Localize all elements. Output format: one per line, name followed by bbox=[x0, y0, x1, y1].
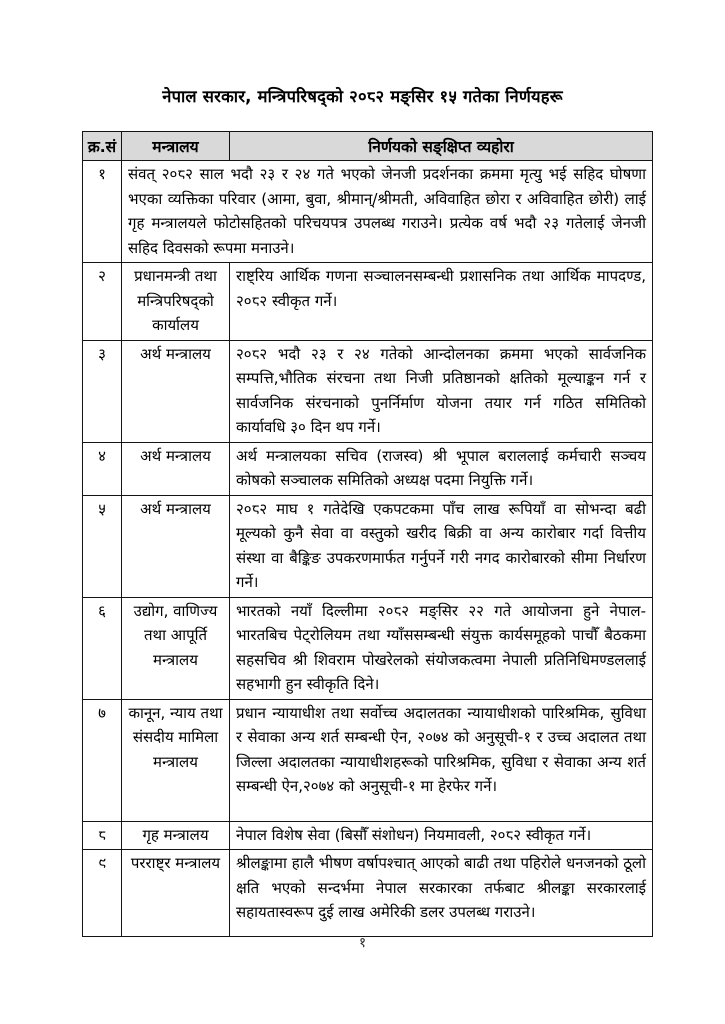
ministry-cell: उद्योग, वाणिज्य तथा आपूर्ति मन्त्रालय bbox=[122, 597, 230, 699]
decision-cell: भारतको नयाँ दिल्लीमा २०८२ मङ्सिर २२ गते आयोजना हुने नेपाल-भारतबिच पेट्रोलियम तथा ग्याँससम्बन्धी संयुक्त कार्यसमूहको पाचौँ बैठकमा सहसचिव श्री शिवराम पोखरेलको संयोजकत्वमा नेपाली प्रतिनिधिमण्डललाई सहभागी हुन स्वीकृति दिने। bbox=[230, 597, 653, 699]
decisions-table bbox=[82, 131, 653, 937]
decision-cell: अर्थ मन्त्रालयका सचिव (राजस्व) श्री भूपाल बराललाई कर्मचारी सञ्चय कोषको सञ्चालक समितिको अध्यक्ष पदमा नियुक्ति गर्ने। bbox=[230, 442, 653, 495]
table-row bbox=[83, 495, 653, 597]
table-row bbox=[83, 340, 653, 442]
table-row bbox=[83, 850, 653, 937]
serial-number-cell: २ bbox=[83, 263, 122, 341]
serial-number-cell: ५ bbox=[83, 495, 122, 597]
ministry-cell: अर्थ मन्त्रालय bbox=[122, 442, 230, 495]
serial-number-cell: ६ bbox=[83, 597, 122, 699]
ministry-cell: परराष्ट्र मन्त्रालय bbox=[122, 850, 230, 937]
serial-number-cell: ३ bbox=[83, 340, 122, 442]
decision-cell: श्रीलङ्कामा हालै भीषण वर्षापश्चात् आएको बाढी तथा पहिरोले धनजनको ठूलो क्षति भएको सन्दर्भमा नेपाल सरकारका तर्फबाट श्रीलङ्का सरकारलाई सहायतास्वरूप दुई लाख अमेरिकी डलर उपलब्ध गराउने। bbox=[230, 850, 653, 937]
table-row bbox=[83, 263, 653, 341]
table-row bbox=[83, 699, 653, 821]
serial-number-cell: १ bbox=[83, 161, 122, 263]
decision-cell: २०८२ भदौ २३ र २४ गतेको आन्दोलनका क्रममा भएको सार्वजनिक सम्पत्ति,भौतिक संरचना तथा निजी प्रतिष्ठानको क्षतिको मूल्याङ्कन गर्न र सार्वजनिक संरचनाको पुनर्निर्माण योजना तयार गर्न गठित समितिको कार्यावधि ३० दिन थप गर्ने। bbox=[230, 340, 653, 442]
ministry-cell: अर्थ मन्त्रालय bbox=[122, 495, 230, 597]
serial-number-cell: ४ bbox=[83, 442, 122, 495]
header-row bbox=[83, 132, 653, 161]
decision-cell: राष्ट्रिय आर्थिक गणना सञ्चालनसम्बन्धी प्रशासनिक तथा आर्थिक मापदण्ड, २०८२ स्वीकृत गर्ने। bbox=[230, 263, 653, 341]
table-row bbox=[83, 442, 653, 495]
page-title: नेपाल सरकार, मन्त्रिपरिषद्को २०८२ मङ्सिर १५ गतेका निर्णयहरू bbox=[162, 87, 563, 106]
serial-number-cell: ९ bbox=[83, 850, 122, 937]
table-row bbox=[83, 161, 653, 263]
ministry-cell: गृह मन्त्रालय bbox=[122, 821, 230, 850]
ministry-cell: अर्थ मन्त्रालय bbox=[122, 340, 230, 442]
table-row bbox=[83, 597, 653, 699]
serial-number-cell: ८ bbox=[83, 821, 122, 850]
decision-cell: संवत् २०८२ साल भदौ २३ र २४ गते भएको जेनजी प्रदर्शनका क्रममा मृत्यु भई सहिद घोषणा भएका व्यक्तिका परिवार (आमा, बुवा, श्रीमान्/श्रीमती, अविवाहित छोरा र अविवाहित छोरी) लाई गृह मन्त्रालयले फोटोसहितको परिचयपत्र उपलब्ध गराउने। प्रत्येक वर्ष भदौ २३ गतेलाई जेनजी सहिद दिवसको रूपमा मनाउने। bbox=[122, 161, 653, 263]
table-row bbox=[83, 821, 653, 850]
ministry-cell: कानून, न्याय तथा संसदीय मामिला मन्त्रालय bbox=[122, 699, 230, 821]
table-body bbox=[83, 161, 653, 937]
decision-cell: प्रधान न्यायाधीश तथा सर्वोच्च अदालतका न्यायाधीशको पारिश्रमिक, सुविधा र सेवाका अन्य शर्त सम्बन्धी ऐन, २०७४ को अनुसूची-१ र उच्च अदालत तथा जिल्ला अदालतका न्यायाधीशहरूको पारिश्रमिक, सुविधा र सेवाका अन्य शर्त सम्बन्धी ऐन,२०७४ को अनुसूची-१ मा हेरफेर गर्ने। bbox=[230, 699, 653, 821]
serial-number-cell: ७ bbox=[83, 699, 122, 821]
decision-cell: २०८२ माघ १ गतेदेखि एकपटकमा पाँच लाख रूपियाँ वा सोभन्दा बढी मूल्यको कुनै सेवा वा वस्तुको खरीद बिक्री वा अन्य कारोबार गर्दा वित्तीय संस्था वा बैङ्किङ उपकरणमार्फत गर्नुपर्ने गरी नगद कारोबारको सीमा निर्धारण गर्ने। bbox=[230, 495, 653, 597]
header-ministry: मन्त्रालय bbox=[122, 132, 230, 161]
decision-cell: नेपाल विशेष सेवा (बिसौँ संशोधन) नियमावली, २०८२ स्वीकृत गर्ने। bbox=[230, 821, 653, 850]
ministry-cell: प्रधानमन्त्री तथा मन्त्रिपरिषद्को कार्यालय bbox=[122, 263, 230, 341]
header-decision-summary: निर्णयको सङ्क्षिप्त व्यहोरा bbox=[230, 132, 653, 161]
page-number: १ bbox=[358, 935, 367, 951]
header-serial-number: क्र.सं bbox=[83, 132, 122, 161]
table-header bbox=[83, 132, 653, 161]
